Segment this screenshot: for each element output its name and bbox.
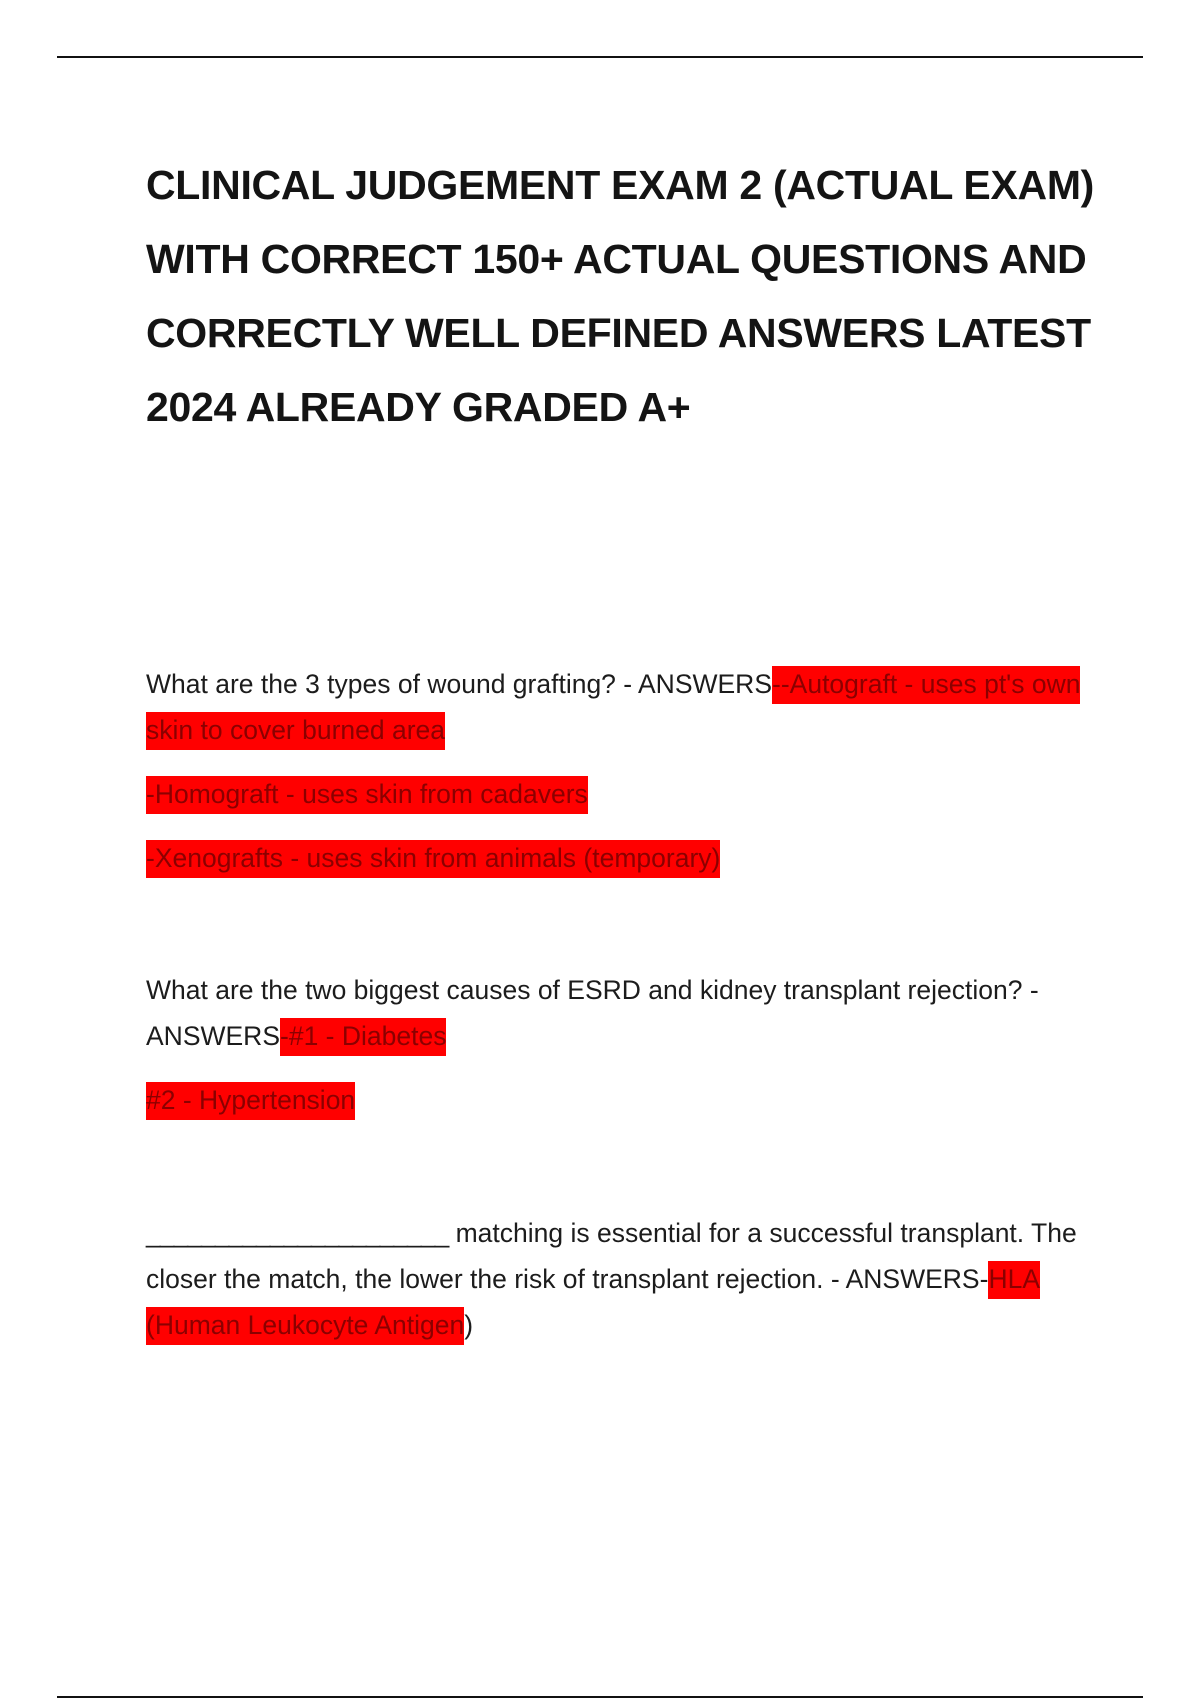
answer-highlight: -Xenografts - uses skin from animals (temporary) bbox=[146, 840, 720, 878]
answer-highlight: #2 - Hypertension bbox=[146, 1082, 355, 1120]
question-text: What are the 3 types of wound grafting? - ANSWERS bbox=[146, 669, 772, 699]
question-paragraph bbox=[146, 1210, 1086, 1348]
top-rule bbox=[57, 56, 1143, 58]
qa-block-hla-matching bbox=[146, 1210, 1086, 1348]
question-text: What are the two biggest causes of ESRD and kidney transplant rejection? - ANSWERS bbox=[146, 975, 1039, 1051]
answer-paragraph bbox=[146, 1077, 1086, 1123]
fill-in-blank: ______________________ bbox=[146, 1218, 449, 1248]
qa-block-wound-grafting bbox=[146, 661, 1086, 881]
question-text: matching is essential for a successful transplant. The closer the match, the lower the risk of transplant rejection. - ANSWERS- bbox=[146, 1218, 1077, 1294]
answer-paragraph bbox=[146, 835, 1086, 881]
answer-highlight: -#1 - Diabetes bbox=[280, 1018, 446, 1056]
document-title: CLINICAL JUDGEMENT EXAM 2 (ACTUAL EXAM) WITH CORRECT 150+ ACTUAL QUESTIONS AND CORRECTLY WELL DEFINED ANSWERS LATEST 2024 ALREADY GRADED A+ bbox=[146, 162, 1095, 430]
answer-highlight: -Homograft - uses skin from cadavers bbox=[146, 776, 588, 814]
qa-block-esrd-causes bbox=[146, 967, 1086, 1123]
answer-tail: ) bbox=[464, 1310, 474, 1340]
answer-highlight: --Autograft - uses pt's own skin to cover burned area bbox=[146, 666, 1080, 750]
answer-paragraph bbox=[146, 771, 1086, 817]
question-paragraph bbox=[146, 661, 1086, 753]
question-paragraph bbox=[146, 967, 1086, 1059]
answer-highlight: HLA (Human Leukocyte Antigen bbox=[146, 1261, 1040, 1345]
bottom-rule bbox=[57, 1696, 1143, 1698]
